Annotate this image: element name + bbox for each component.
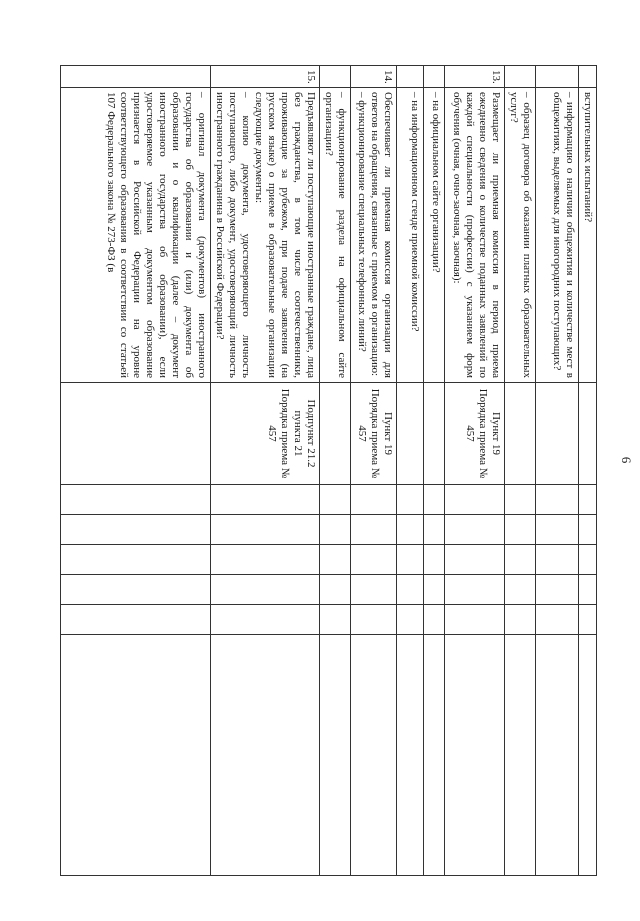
question-cell: – образец договора об оказании платных образовательных услуг?: [505, 88, 536, 383]
reference-cell: [320, 383, 351, 485]
note-cell: [351, 635, 397, 876]
answer-cell: [505, 605, 536, 635]
question-cell: Размещает ли приемная комиссия в период приема ежедневно сведения о количестве поданных заявлений по каждой специальности (профессии) с указанием форм обучения (очная, очно-заочная, заочная):: [445, 88, 505, 383]
row-number-cell: 13.: [445, 66, 505, 88]
note-cell: [211, 635, 320, 876]
question-cell: – информацию о наличии общежития и количестве мест в общежитиях, выделяемых для иногородних поступающих?: [536, 88, 579, 383]
answer-cell: [320, 485, 351, 515]
note-cell: [536, 635, 579, 876]
answer-cell: [579, 485, 597, 515]
answer-cell: [351, 515, 397, 545]
row-number-cell: [505, 66, 536, 88]
rotated-table-wrapper: [84, 65, 597, 875]
question-cell: – оригинал документа (документов) иностранного государства об образовании и (или) документа об образовании и о квалификации (далее – документ иностранного государства об образовании), если удостоверяемое указанным документом образование признается в Российской Федерации на уровне соответствующего образования в соответствии со статьей 107 Федерального закона № 273-ФЗ (в: [61, 88, 211, 383]
note-cell: [320, 635, 351, 876]
answer-cell: [445, 485, 505, 515]
answer-cell: [397, 485, 424, 515]
answer-cell: [320, 545, 351, 575]
answer-cell: [397, 575, 424, 605]
answer-cell: [61, 575, 211, 605]
table-row: [320, 66, 351, 876]
table-row: [424, 66, 445, 876]
answer-cell: [505, 515, 536, 545]
answer-cell: [211, 545, 320, 575]
answer-cell: [424, 605, 445, 635]
reference-cell: [397, 383, 424, 485]
reference-cell: Подпункт 21.2 пункта 21 Порядка приема № 457: [211, 383, 320, 485]
reference-cell: [536, 383, 579, 485]
question-cell: Обеспечивает ли приемная комиссия организации для ответов на обращения, связанные с приемом в организацию: – функционирование специальных телефонных линий?: [351, 88, 397, 383]
row-number-cell: [536, 66, 579, 88]
answer-cell: [61, 605, 211, 635]
answer-cell: [320, 575, 351, 605]
answer-cell: [505, 545, 536, 575]
row-number-cell: [320, 66, 351, 88]
reference-cell: [505, 383, 536, 485]
answer-cell: [351, 575, 397, 605]
answer-cell: [536, 485, 579, 515]
row-number-cell: [397, 66, 424, 88]
answer-cell: [211, 575, 320, 605]
answer-cell: [505, 575, 536, 605]
table-row: [211, 66, 320, 876]
answer-cell: [579, 515, 597, 545]
reference-cell: [579, 383, 597, 485]
answer-cell: [424, 515, 445, 545]
answer-cell: [579, 605, 597, 635]
table-row: [445, 66, 505, 876]
table-row: [536, 66, 579, 876]
answer-cell: [211, 485, 320, 515]
question-cell: Предъявляют ли поступающие иностранные граждане, лица без гражданства, в том числе соотечественники, проживающие за рубежом, при подаче заявления (на русском языке) о приеме в образовательные организации следующие документы: – копию документа, удостоверяющего личность поступающего, либо документ, удостоверяющий личность иностранного гражданина в Российской Федерации?: [211, 88, 320, 383]
row-number-cell: [61, 66, 211, 88]
table-row: [61, 66, 211, 876]
answer-cell: [351, 545, 397, 575]
answer-cell: [445, 605, 505, 635]
answer-cell: [445, 545, 505, 575]
answer-cell: [211, 605, 320, 635]
answer-cell: [536, 575, 579, 605]
answer-cell: [61, 545, 211, 575]
note-cell: [397, 635, 424, 876]
row-number-cell: 15.: [211, 66, 320, 88]
answer-cell: [61, 485, 211, 515]
row-number-cell: 14.: [351, 66, 397, 88]
answer-cell: [536, 515, 579, 545]
answer-cell: [424, 575, 445, 605]
answer-cell: [320, 605, 351, 635]
page-number: 6: [619, 456, 634, 464]
answer-cell: [536, 605, 579, 635]
question-cell: вступительных испытаний?: [579, 88, 597, 383]
answer-cell: [397, 515, 424, 545]
table-row: [351, 66, 397, 876]
reference-cell: [61, 383, 211, 485]
reference-cell: Пункт 19 Порядка приема № 457: [445, 383, 505, 485]
answer-cell: [424, 485, 445, 515]
note-cell: [579, 635, 597, 876]
answer-cell: [61, 515, 211, 545]
answer-cell: [445, 575, 505, 605]
note-cell: [61, 635, 211, 876]
answer-cell: [445, 515, 505, 545]
answer-cell: [424, 545, 445, 575]
row-number-cell: [579, 66, 597, 88]
answer-cell: [579, 575, 597, 605]
row-number-cell: [424, 66, 445, 88]
answer-cell: [211, 515, 320, 545]
answer-cell: [320, 515, 351, 545]
question-cell: – на официальном сайте организации?: [424, 88, 445, 383]
table-row: [579, 66, 597, 876]
answer-cell: [536, 545, 579, 575]
question-cell: – на информационном стенде приемной комиссии?: [397, 88, 424, 383]
note-cell: [424, 635, 445, 876]
table-row: [505, 66, 536, 876]
answer-cell: [397, 605, 424, 635]
answer-cell: [351, 485, 397, 515]
note-cell: [505, 635, 536, 876]
checklist-table: [60, 65, 597, 876]
answer-cell: [351, 605, 397, 635]
answer-cell: [397, 545, 424, 575]
table-row: [397, 66, 424, 876]
reference-cell: Пункт 19 Порядка приема № 457: [351, 383, 397, 485]
note-cell: [445, 635, 505, 876]
answer-cell: [579, 545, 597, 575]
question-cell: – функционирование раздела на официальном сайте организации?: [320, 88, 351, 383]
reference-cell: [424, 383, 445, 485]
answer-cell: [505, 485, 536, 515]
